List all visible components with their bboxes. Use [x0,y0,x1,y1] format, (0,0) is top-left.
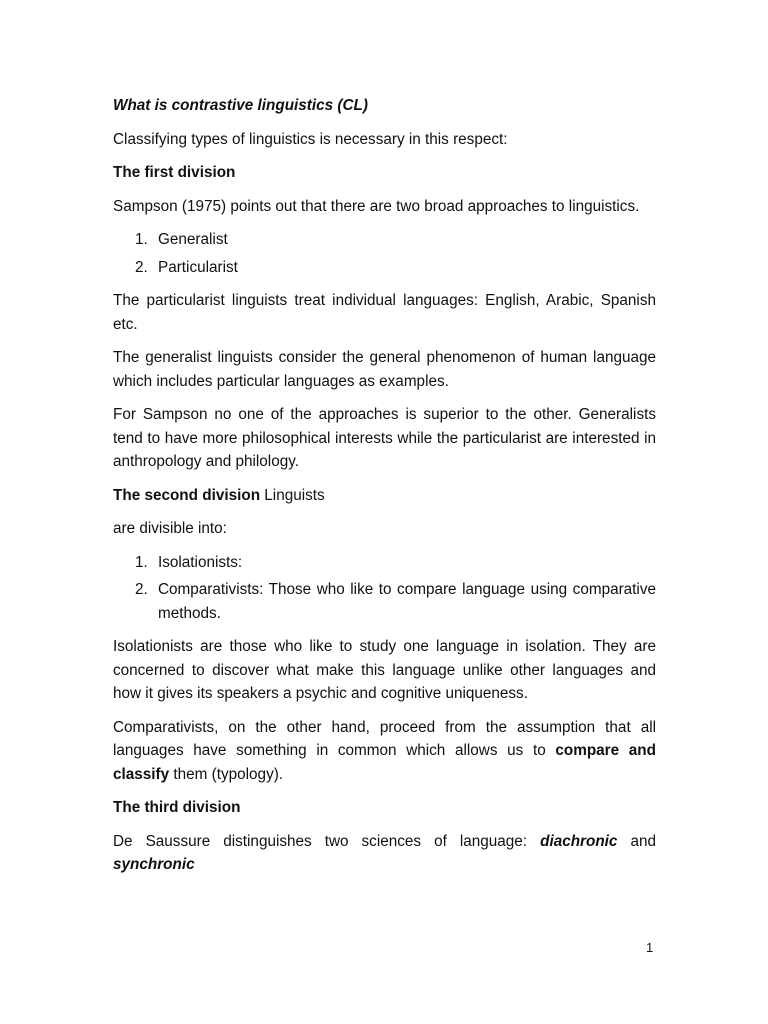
paragraph-text-start: Comparativists, on the other hand, proceed from the assumption that all languages have something in common which allows us to [113,718,656,759]
list-item [113,228,656,252]
intro-paragraph: Classifying types of linguistics is necessary in this respect: [113,130,508,148]
list-item [113,551,656,575]
list-item-number: 2. [135,258,148,276]
first-division-paragraph-1: Sampson (1975) points out that there are two broad approaches to linguistics. [113,197,640,215]
first-division-paragraph-3: The generalist linguists consider the general phenomenon of human language which includes particular languages as examples. [113,349,656,390]
list-item-text: Generalist [158,231,228,248]
list-item-text: Isolationists: [158,553,243,571]
list-item-number: 1. [135,553,148,571]
first-division-paragraph-2: The particularist linguists treat individual languages: English, Arabic, Spanish etc. [113,292,656,333]
list-item [113,256,656,280]
paragraph-text-end: them (typology). [169,765,284,783]
second-division-list [113,551,656,626]
third-division-paragraph-1 [113,830,656,877]
second-division-paragraph-2: Isolationists are those who like to study one language in isolation. They are concerned to discover what make this language unlike other languages and how it gives its speakers a psychic and cognitive uniqueness. [113,638,656,702]
second-division-paragraph-1: are divisible into: [113,520,227,537]
list-item-number: 1. [135,231,148,248]
second-division-heading: The second division [113,486,261,504]
paragraph-bold-text: compare and classify [113,742,656,783]
second-division-heading-tail: Linguists [260,486,325,504]
emphasis-diachronic: diachronic [540,832,618,850]
first-division-paragraph-4: For Sampson no one of the approaches is superior to the other. Generalists tend to have more philosophical interests while the particularist are interested in anthropology and philology. [113,406,656,470]
emphasis-synchronic: synchronic [113,856,195,873]
second-division-paragraph-3 [113,716,656,787]
third-division-heading: The third division [113,799,241,816]
first-division-list [113,228,656,279]
page-number: 1 [646,940,654,955]
second-division-heading-line [113,484,656,508]
list-item-text: Comparativists: Those who like to compare language using comparative methods. [158,581,656,622]
list-item [113,578,656,625]
paragraph-text-mid: and [617,832,657,850]
document-title: What is contrastive linguistics (CL) [113,97,368,114]
list-item-text: Particularist [158,258,238,276]
document-page [113,94,656,887]
first-division-heading: The first division [113,164,236,181]
list-item-number: 2. [135,581,148,598]
paragraph-text-start: De Saussure distinguishes two sciences of language: [113,832,541,850]
